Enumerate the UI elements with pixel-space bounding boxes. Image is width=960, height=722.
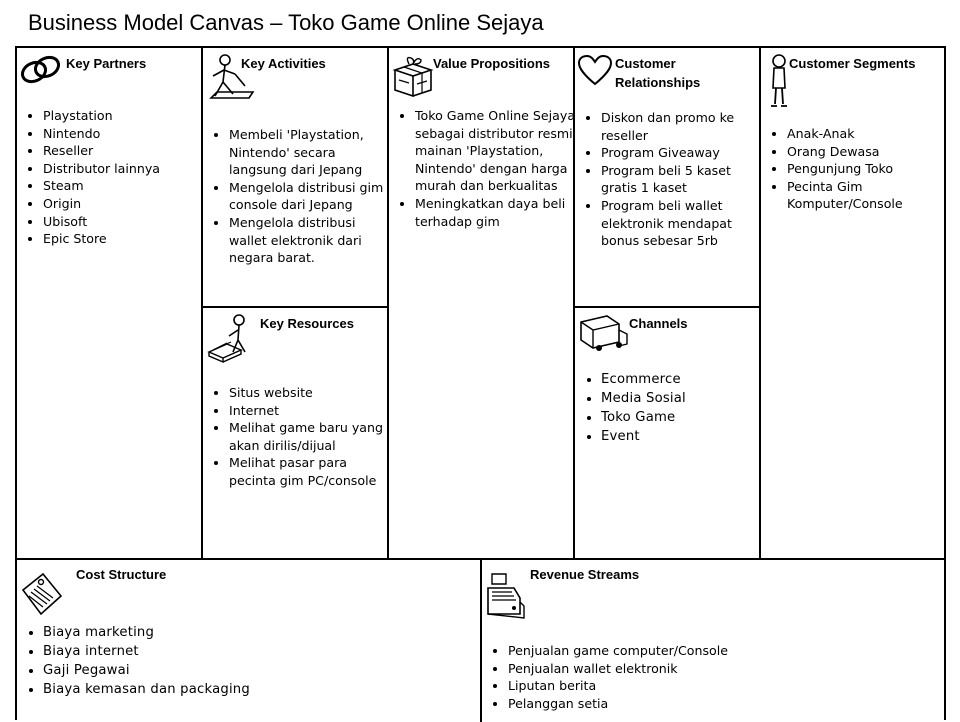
key-partners-title: Key Partners [66,56,147,71]
list-item: • Liputan berita [508,677,952,695]
list-item: • Reseller [43,142,207,160]
key-activities-title: Key Activities [241,56,326,71]
value-propositions-title: Value Propositions [433,56,551,71]
chain-link-icon [19,52,63,88]
key-partners-block [17,48,201,558]
channels-title: Channels [629,316,688,331]
price-tag-icon [19,570,65,618]
list-item: • Event [601,427,767,446]
revenue-streams-title: Revenue Streams [530,567,640,582]
customer-relationships-title [615,54,700,92]
list-item: • Pelanggan setia [508,695,952,713]
value-propositions-block [389,48,576,558]
key-resources-list [213,384,395,490]
list-item: • Pengunjung Toko [787,160,955,178]
list-item: • Anak-Anak [787,125,955,143]
list-item: • Situs website [229,384,395,402]
gift-box-icon [391,52,435,98]
key-activities-block [203,48,387,306]
list-item: • Ecommerce [601,370,767,389]
list-item: • Melihat game baru yang akan dirilis/dijual [229,419,395,454]
cost-structure-title: Cost Structure [76,567,167,582]
cost-structure-block [17,560,480,722]
list-item: • Nintendo [43,125,207,143]
revenue-streams-list [492,642,952,712]
page-title: Business Model Canvas – Toko Game Online Sejaya [28,10,544,35]
list-item: • Epic Store [43,230,207,248]
list-item: • Penjualan wallet elektronik [508,660,952,678]
list-item: • Playstation [43,107,207,125]
list-item: • Penjualan game computer/Console [508,642,952,660]
list-item: • Mengelola distribusi wallet elektronik dari negara barat. [229,214,395,267]
list-item: • Media Sosial [601,389,767,408]
forklift-worker-icon [205,312,261,366]
customer-relationships-title-line1: Customer [615,56,676,71]
customer-relationships-title-line2: Relationships [615,75,701,90]
list-item: • Meningkatkan daya beli terhadap gim [415,195,581,230]
delivery-truck-icon [579,312,629,352]
list-item: • Mengelola distribusi gim console dari Jepang [229,179,395,214]
key-resources-title: Key Resources [260,316,354,331]
list-item: • Gaji Pegawai [43,661,483,680]
key-activities-list [213,126,395,267]
list-item: • Ubisoft [43,213,207,231]
list-item: • Toko Game Online Sejaya sebagai distributor resmi mainan 'Playstation, Nintendo' dengan harga murah dan berkualitas [415,107,581,195]
list-item: • Membeli 'Playstation, Nintendo' secara langsung dari Jepang [229,126,395,179]
list-item: • Orang Dewasa [787,143,955,161]
list-item: • Biaya kemasan dan packaging [43,680,483,699]
customer-relationships-list [585,109,767,250]
customer-relationships-block [575,48,759,306]
cost-structure-list [27,623,483,699]
customer-segments-list [771,125,955,213]
channels-list [585,370,767,446]
list-item: • Program Giveaway [601,144,767,162]
list-item: • Pecinta Gim Komputer/Console [787,178,955,213]
list-item: • Program beli 5 kaset gratis 1 kaset [601,162,767,197]
key-resources-block [203,308,387,558]
list-item: • Diskon dan promo ke reseller [601,109,767,144]
key-partners-list [27,107,207,248]
list-item: • Biaya internet [43,642,483,661]
customer-segments-title: Customer Segments [789,56,916,71]
list-item: • Toko Game [601,408,767,427]
heart-icon [577,54,613,86]
list-item: • Origin [43,195,207,213]
revenue-streams-block [482,560,946,722]
channels-block [575,308,759,558]
customer-segments-block [761,48,946,558]
list-item: • Steam [43,177,207,195]
list-item: • Program beli wallet elektronik mendapat bonus sebesar 5rb [601,197,767,250]
list-item: • Melihat pasar para pecinta gim PC/console [229,454,395,489]
list-item: • Internet [229,402,395,420]
cash-register-icon [484,570,530,622]
list-item: • Distributor lainnya [43,160,207,178]
value-propositions-list [399,107,581,230]
business-model-canvas [15,46,946,720]
list-item: • Biaya marketing [43,623,483,642]
